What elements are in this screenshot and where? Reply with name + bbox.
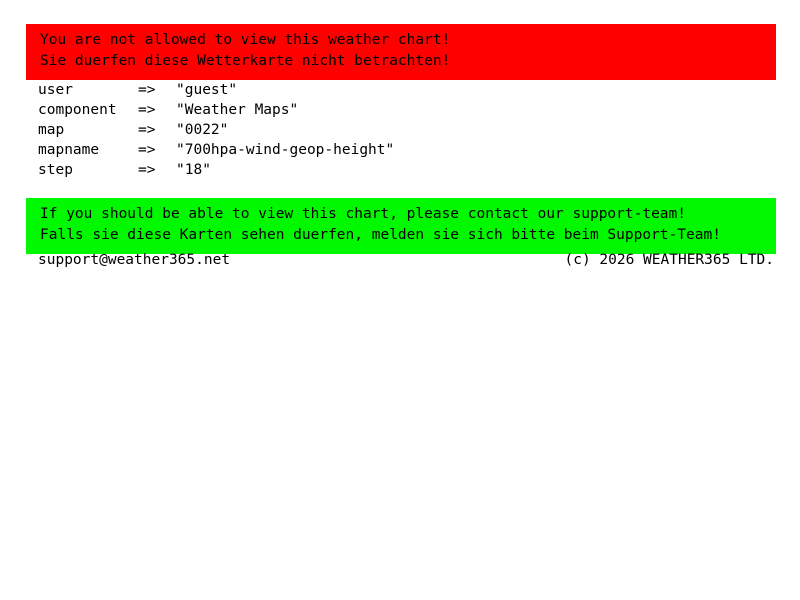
parameter-list <box>38 80 758 180</box>
param-key: step <box>38 162 73 178</box>
param-arrow: => <box>138 82 156 98</box>
param-value: "700hpa-wind-geop-height" <box>176 142 395 158</box>
table-row <box>38 100 758 120</box>
param-value: "Weather Maps" <box>176 102 299 118</box>
table-row <box>38 120 758 140</box>
param-arrow: => <box>138 122 156 138</box>
footer <box>38 250 774 270</box>
error-banner-line-en: You are not allowed to view this weather chart! <box>40 32 451 48</box>
table-row <box>38 80 758 100</box>
support-banner <box>26 198 776 254</box>
copyright-text: (c) 2026 WEATHER365 LTD. <box>564 252 774 268</box>
param-arrow: => <box>138 102 156 118</box>
param-key: user <box>38 82 73 98</box>
param-key: mapname <box>38 142 100 158</box>
table-row <box>38 160 758 180</box>
support-banner-line-en: If you should be able to view this chart, please contact our support-team! <box>40 206 687 222</box>
error-banner-line-de: Sie duerfen diese Wetterkarte nicht betrachten! <box>40 53 451 69</box>
param-arrow: => <box>138 142 156 158</box>
param-key: component <box>38 102 117 118</box>
param-key: map <box>38 122 65 138</box>
param-value: "0022" <box>176 122 229 138</box>
support-banner-line-de: Falls sie diese Karten sehen duerfen, melden sie sich bitte beim Support-Team! <box>40 227 721 243</box>
error-banner <box>26 24 776 80</box>
param-value: "18" <box>176 162 211 178</box>
param-value: "guest" <box>176 82 238 98</box>
support-email-link[interactable]: support@weather365.net <box>38 252 231 268</box>
table-row <box>38 140 758 160</box>
param-arrow: => <box>138 162 156 178</box>
